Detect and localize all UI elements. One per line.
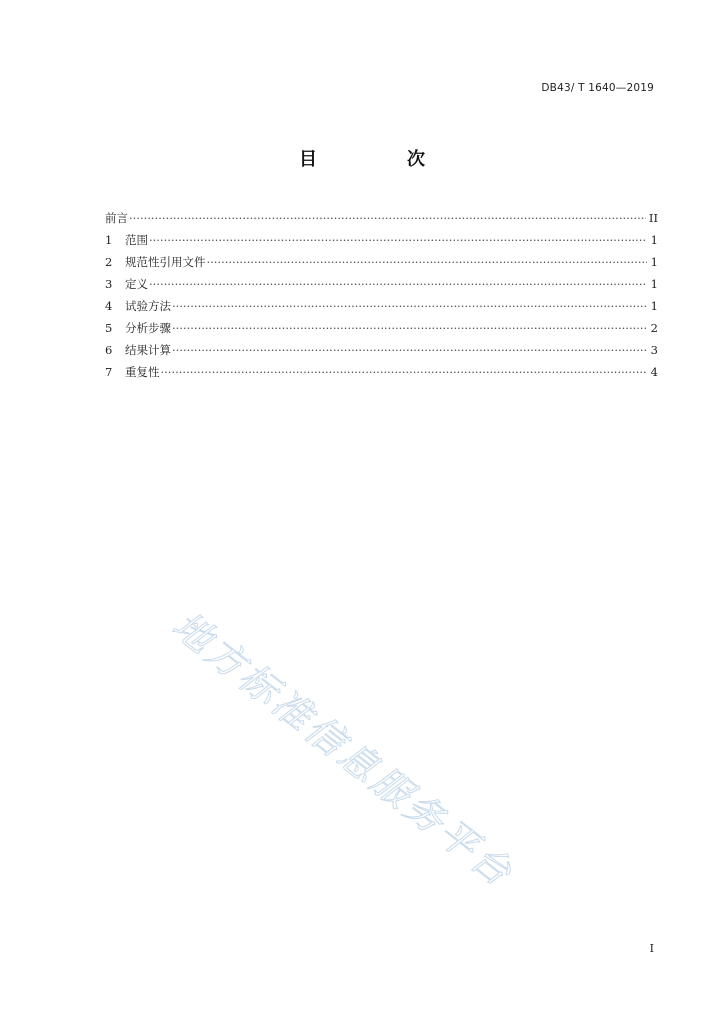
toc-entry-label: 前言 (105, 211, 128, 225)
toc-entry-test-method[interactable] (105, 295, 658, 317)
toc-entry-page: 1 (650, 277, 658, 291)
toc-title: 目 次 (299, 149, 461, 170)
toc-entry-page: 4 (650, 365, 658, 379)
toc-entry-label: 试验方法 (125, 299, 171, 313)
toc-dot-leader (207, 251, 648, 273)
toc-entry-number: 7 (105, 365, 113, 379)
toc-entry-page: 3 (650, 343, 658, 357)
watermark: 地方标准信息服务平台 (164, 602, 523, 897)
toc-entry-analysis-steps[interactable] (105, 317, 658, 339)
toc-entry-normative-references[interactable] (105, 251, 658, 273)
toc-entry-repeatability[interactable] (105, 361, 658, 383)
toc-entry-number: 1 (105, 233, 113, 247)
toc-entry-label: 规范性引用文件 (125, 255, 206, 269)
toc-entry-number: 4 (105, 299, 113, 313)
toc-entry-page: II (648, 211, 658, 225)
standard-number: DB43/ T 1640—2019 (541, 82, 654, 94)
toc-dot-leader (161, 361, 648, 383)
toc-entry-label: 范围 (125, 233, 148, 247)
toc-entry-scope[interactable] (105, 229, 658, 251)
toc-dot-leader (172, 295, 647, 317)
toc-dot-leader (149, 273, 647, 295)
toc-entry-number: 3 (105, 277, 113, 291)
toc-entry-page: 1 (650, 299, 658, 313)
toc-dot-leader (149, 229, 647, 251)
table-of-contents (105, 207, 658, 383)
toc-entry-page: 2 (650, 321, 658, 335)
toc-dot-leader (172, 339, 647, 361)
toc-entry-number: 6 (105, 343, 113, 357)
toc-entry-label: 结果计算 (125, 343, 171, 357)
toc-dot-leader (172, 317, 647, 339)
toc-entry-number: 2 (105, 255, 113, 269)
toc-entry-label: 定义 (125, 277, 148, 291)
toc-entry-page: 1 (650, 233, 658, 247)
toc-entry-label: 重复性 (125, 365, 160, 379)
page-number: I (649, 942, 654, 955)
toc-dot-leader (129, 207, 646, 229)
toc-entry-result-calculation[interactable] (105, 339, 658, 361)
toc-entry-preface[interactable] (105, 207, 658, 229)
toc-entry-definitions[interactable] (105, 273, 658, 295)
toc-entry-label: 分析步骤 (125, 321, 171, 335)
toc-entry-number: 5 (105, 321, 113, 335)
toc-entry-page: 1 (650, 255, 658, 269)
